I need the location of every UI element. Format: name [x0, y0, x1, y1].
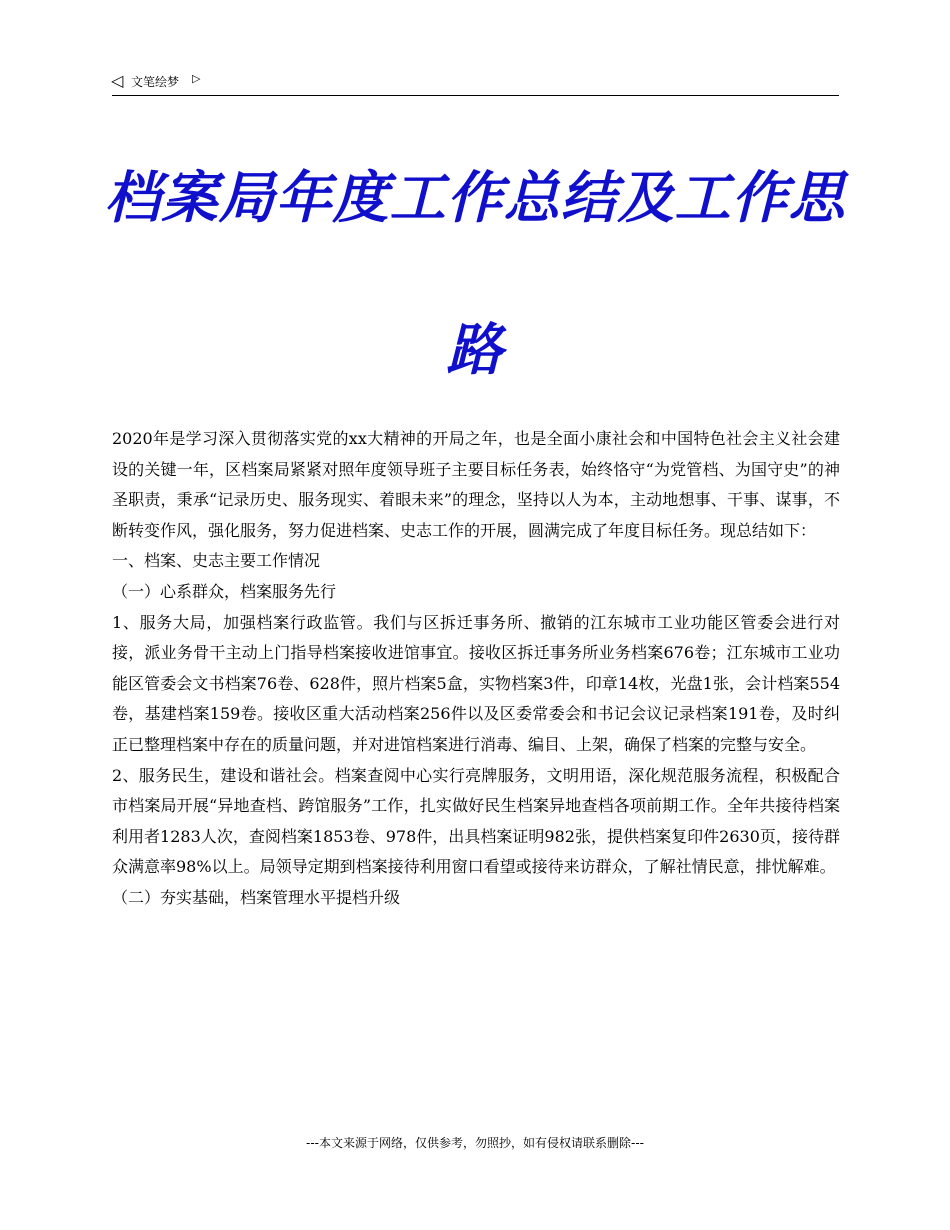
paragraph-intro: 2020年是学习深入贯彻落实党的xx大精神的开局之年，也是全面小康社会和中国特色社会主义社会建设的关键一年，区档案局紧紧对照年度领导班子主要目标任务表，始终恪守“为党管档、为国守史”的神圣职责，秉承“记录历史、服务现实、着眼未来”的理念，坚持以人为本，主动地想事、干事、谋事，不断转变作风，强化服务，努力促进档案、史志工作的开展，圆满完成了年度目标任务。现总结如下： [112, 429, 840, 540]
section-heading: 一、档案、史志主要工作情况 [112, 551, 321, 571]
triangle-right-icon: ▷ [192, 72, 201, 85]
footer-notice: ---本文来源于网络，仅供参考，勿照抄，如有侵权请联系删除--- [306, 1136, 644, 1150]
document-title: 档案局年度工作总结及工作思路 [104, 166, 846, 383]
page-header [112, 72, 839, 96]
paragraph-item-1: 1、服务大局，加强档案行政监管。我们与区拆迁事务所、撤销的江东城市工业功能区管委会进行对接，派业务骨干主动上门指导档案接收进馆事宜。接收区拆迁事务所业务档案676卷；江东城市工业功能区管委会文书档案76卷、628件，照片档案5盒，实物档案3件，印章14枚，光盘1张，会计档案554卷，基建档案159卷。接收区重大活动档案256件以及区委常委会和书记会议记录档案191卷，及时纠正已整理档案中存在的质量问题，并对进馆档案进行消毒、编目、上架，确保了档案的完整与安全。 [112, 612, 840, 754]
subsection-heading: （二）夯实基础，档案管理水平提档升级 [112, 887, 401, 907]
document-body [112, 424, 840, 914]
header-title: 文笔绘梦 [131, 75, 180, 89]
subsection-heading: （一）心系群众，档案服务先行 [112, 581, 337, 601]
paragraph-item-2: 2、服务民生，建设和谐社会。档案查阅中心实行亮牌服务，文明用语，深化规范服务流程，积极配合市档案局开展“异地查档、跨馆服务”工作，扎实做好民生档案异地查档各项前期工作。全年共接待档案利用者1283人次，查阅档案1853卷、978件，出具档案证明982张，提供档案复印件2630页，接待群众满意率98%以上。局领导定期到档案接待利用窗口看望或接待来访群众，了解社情民意，排忧解难。 [112, 765, 840, 877]
triangle-left-icon: ◁ [111, 71, 124, 90]
